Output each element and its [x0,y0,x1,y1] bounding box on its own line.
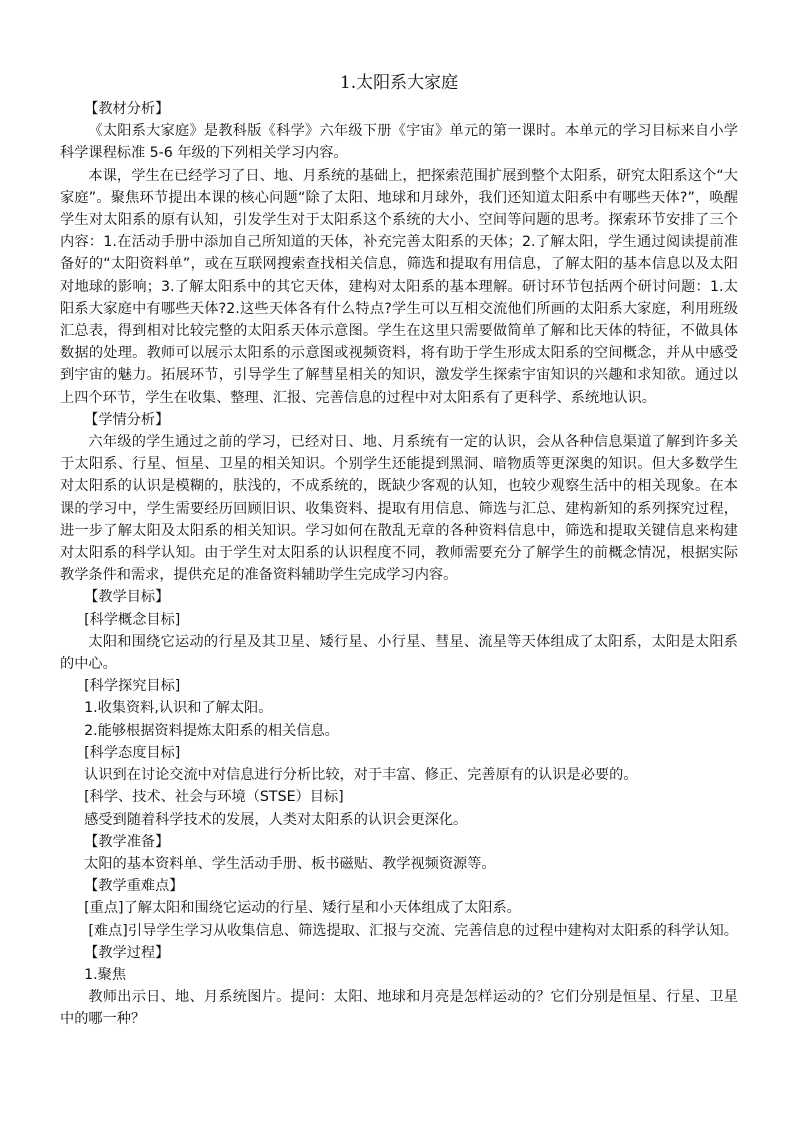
section-heading: 【教学目标】 [84,589,170,606]
paragraph: 太阳的基本资料单、学生活动手册、板书磁贴、教学视频资源等。 [84,855,496,872]
paragraph: 《太阳系大家庭》是教科版《科学》六年级下册《宇宙》单元的第一课时。本单元的学习目标来自小学科学课程标准 5-6 年级的下列相关学习内容。 [60,123,738,162]
paragraph: 教师出示日、地、月系统图片。提问：太阳、地球和月亮是怎样运动的？它们分别是恒星、行星、卫星中的哪一种？ [60,989,738,1028]
paragraph: 认识到在讨论交流中对信息进行分析比较，对于丰富、修正、完善原有的认识是必要的。 [84,767,638,784]
section-heading: 【教材分析】 [84,101,170,117]
subsection-label: [科学概念目标] [84,611,181,628]
paragraph: [科学、技术、社会与环境（STSE）目标] [84,789,344,806]
section-heading: 【教学准备】 [84,833,170,850]
section-heading: 【教学重难点】 [84,878,184,895]
paragraph: 1.收集资料,认识和了解太阳。 [84,700,273,717]
paragraph: 太阳和围绕它运动的行星及其卫星、矮行星、小行星、彗星、流星等天体组成了太阳系，太阳是太阳系的中心。 [60,633,738,673]
paragraph: 1.聚焦 [84,966,127,983]
subsection-label: [科学态度目标] [84,744,181,761]
paragraph-list [60,98,738,1031]
paragraph: 2.能够根据资料提炼太阳系的相关信息。 [84,722,339,739]
paragraph: [难点]引导学生学习从收集信息、筛选提取、汇报与交流、完善信息的过程中建构对太阳系的科学认知。 [88,922,738,939]
page-title: 1.太阳系大家庭 [339,73,459,93]
section-heading: 【学情分析】 [84,411,170,428]
paragraph: 六年级的学生通过之前的学习，已经对日、地、月系统有一定的认识，会从各种信息渠道了解到许多关于太阳系、行星、恒星、卫星的相关知识。个别学生还能提到黑洞、暗物质等更深奥的知识。但大多数学生对太阳系的认识是模糊的，肤浅的，不成系统的，既缺少客观的认知，也较少观察生活中的相关现象。在本课的学习中，学生需要经历回顾旧识、收集资料、提取有用信息、筛选与汇总、建构新知的系列探究过程，进一步了解太阳及太阳系的相关知识。学习如何在散乱无章的各种资料信息中，筛选和提取关键信息来构建对太阳系的科学认知。由于学生对太阳系的认识程度不同，教师需要充分了解学生的前概念情况，根据实际教学条件和需求，提供充足的准备资料辅助学生完成学习内容。 [60,434,738,584]
subsection-label: [科学探究目标] [84,678,181,695]
document-body [60,70,738,1031]
paragraph: 感受到随着科学技术的发展，人类对太阳系的认识会更深化。 [84,811,468,828]
paragraph: 本课，学生在已经学习了日、地、月系统的基础上，把探索范围扩展到整个太阳系，研究太阳系这个“大家庭”。聚焦环节提出本课的核心问题“除了太阳、地球和月球外，我们还知道太阳系中有哪些天体?”，唤醒学生对太阳系的原有认知，引发学生对于太阳系这个系统的大小、空间等问题的思考。探索环节安排了三个内容：1.在活动手册中添加自己所知道的天体，补充完善太阳系的天体；2.了解太阳，学生通过阅读提前准备好的“太阳资料单”，或在互联网搜索查找相关信息，筛选和提取有用信息，了解太阳的基本信息以及太阳对地球的影响；3.了解太阳系中的其它天体，建构对太阳系的基本理解。研讨环节包括两个研讨问题：1.太阳系大家庭中有哪些天体?2.这些天体各有什么特点?学生可以互相交流他们所画的太阳系大家庭，利用班级汇总表，得到相对比较完整的太阳系天体示意图。学生在这里只需要做简单了解和比天体的特征，不做具体数据的处理。教师可以展示太阳系的示意图或视频资料，将有助于学生形成太阳系的空间概念，并从中感受到宇宙的魅力。拓展环节，引导学生了解彗星相关的知识，激发学生探索宇宙知识的兴趣和求知欲。通过以上四个环节，学生在收集、整理、汇报、完善信息的过程中对太阳系有了更科学、系统地认识。 [60,167,738,406]
paragraph: [重点]了解太阳和围绕它运动的行星、矮行星和小天体组成了太阳系。 [84,900,521,917]
section-heading: 【教学过程】 [84,944,170,961]
